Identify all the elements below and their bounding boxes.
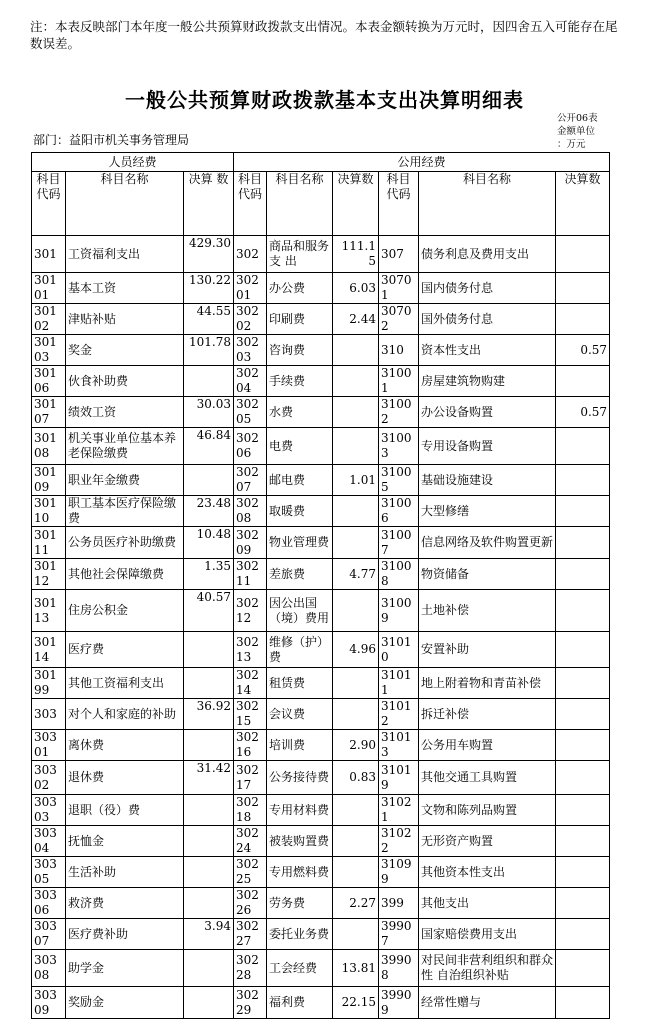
- code-2: 30211: [234, 559, 267, 590]
- name-1: 医疗费补助: [66, 919, 184, 950]
- amount-2: 2.27: [333, 888, 379, 919]
- department-label: 部门：益阳市机关事务管理局: [33, 133, 190, 147]
- amount-1: 130.22: [184, 273, 234, 304]
- code-3: 31009: [379, 590, 419, 632]
- code-1: 30308: [32, 950, 66, 987]
- name-3: 国外债务付息: [419, 304, 556, 335]
- amount-3: [556, 950, 610, 987]
- amount-3: [556, 668, 610, 699]
- amount-1: [184, 465, 234, 496]
- code-1: 30109: [32, 465, 66, 496]
- code-3: 31001: [379, 366, 419, 397]
- code-1: 30302: [32, 761, 66, 795]
- table-row: [32, 366, 610, 397]
- name-1: 救济费: [66, 888, 184, 919]
- form-code: 公开06表: [557, 113, 598, 124]
- name-2: 因公出国（境）费用: [267, 590, 333, 632]
- name-3: 土地补偿: [419, 590, 556, 632]
- table-row: [32, 888, 610, 919]
- code-3: 31010: [379, 632, 419, 668]
- unit-label: 金额单位: [557, 126, 596, 137]
- code-3: 30702: [379, 304, 419, 335]
- table-row: [32, 465, 610, 496]
- amount-3: [556, 527, 610, 559]
- amount-1: 3.94: [184, 919, 234, 950]
- table-row: [32, 699, 610, 730]
- amount-1: 101.78: [184, 335, 234, 366]
- code-1: 30102: [32, 304, 66, 335]
- name-3: 其他资本性支出: [419, 857, 556, 888]
- name-1: 医疗费: [66, 632, 184, 668]
- table-row: [32, 527, 610, 559]
- code-1: 30110: [32, 496, 66, 527]
- name-3: 经常性赠与: [419, 987, 556, 1019]
- code-3: 39908: [379, 950, 419, 987]
- name-1: 奖金: [66, 335, 184, 366]
- amount-2: 1.01: [333, 465, 379, 496]
- name-2: 商品和服务支 出: [267, 236, 333, 273]
- table-row: [32, 397, 610, 428]
- code-3: 399: [379, 888, 419, 919]
- amount-2: 13.81: [333, 950, 379, 987]
- code-3: 307: [379, 236, 419, 273]
- personnel-header: 人员经费: [32, 153, 234, 172]
- name-2: 差旅费: [267, 559, 333, 590]
- name-3: 债务利息及费用支出: [419, 236, 556, 273]
- amount-2: [333, 527, 379, 559]
- name-1: 退职（役）费: [66, 795, 184, 826]
- code-1: 30307: [32, 919, 66, 950]
- name-2: 劳务费: [267, 888, 333, 919]
- name-3: 物资储备: [419, 559, 556, 590]
- amount-3: 0.57: [556, 397, 610, 428]
- code-1: 30106: [32, 366, 66, 397]
- group-header-row: [32, 153, 610, 172]
- amount-2: 2.44: [333, 304, 379, 335]
- amount-2: [333, 366, 379, 397]
- name-2: 专用材料费: [267, 795, 333, 826]
- code-2: 30229: [234, 987, 267, 1019]
- name-2: 租赁费: [267, 668, 333, 699]
- name-3: 国内债务付息: [419, 273, 556, 304]
- code-2: 30204: [234, 366, 267, 397]
- name-3: 公务用车购置: [419, 730, 556, 761]
- amount-2: 4.77: [333, 559, 379, 590]
- table-row: [32, 730, 610, 761]
- amount-1: [184, 950, 234, 987]
- code-3: 310: [379, 335, 419, 366]
- amount-2: [333, 496, 379, 527]
- amount-3: [556, 590, 610, 632]
- name-2: 维修（护）费: [267, 632, 333, 668]
- amount-3: [556, 730, 610, 761]
- amount-1: [184, 730, 234, 761]
- code-3: 31013: [379, 730, 419, 761]
- amount-2: [333, 335, 379, 366]
- amount-2: [333, 590, 379, 632]
- code-3: 31003: [379, 428, 419, 465]
- amount-3: [556, 559, 610, 590]
- amount-3: [556, 857, 610, 888]
- amount-1: 429.30: [184, 236, 234, 273]
- code-1: 30108: [32, 428, 66, 465]
- col-name3: 科目名称: [419, 172, 556, 236]
- code-3: 31005: [379, 465, 419, 496]
- amount-1: 30.03: [184, 397, 234, 428]
- name-1: 工资福利支出: [66, 236, 184, 273]
- name-3: 国家赔偿费用支出: [419, 919, 556, 950]
- amount-2: [333, 699, 379, 730]
- name-1: 机关事业单位基本养 老保险缴费: [66, 428, 184, 465]
- code-1: 30101: [32, 273, 66, 304]
- code-2: 30224: [234, 826, 267, 857]
- code-3: 31022: [379, 826, 419, 857]
- name-3: 安置补助: [419, 632, 556, 668]
- name-2: 公务接待费: [267, 761, 333, 795]
- amount-1: 44.55: [184, 304, 234, 335]
- amount-1: 40.57: [184, 590, 234, 632]
- name-1: 奖励金: [66, 987, 184, 1019]
- code-2: 30202: [234, 304, 267, 335]
- amount-3: [556, 826, 610, 857]
- unit-value: ：万元: [557, 139, 586, 150]
- code-2: 30213: [234, 632, 267, 668]
- name-2: 手续费: [267, 366, 333, 397]
- code-2: 30218: [234, 795, 267, 826]
- code-2: 30227: [234, 919, 267, 950]
- code-3: 31021: [379, 795, 419, 826]
- code-2: 30225: [234, 857, 267, 888]
- table-row: [32, 919, 610, 950]
- name-3: 房屋建筑物购建: [419, 366, 556, 397]
- name-3: 拆迁补偿: [419, 699, 556, 730]
- name-1: 退休费: [66, 761, 184, 795]
- amount-2: [333, 668, 379, 699]
- table-row: [32, 304, 610, 335]
- col-code3: 科目代码: [379, 172, 419, 236]
- amount-3: 0.57: [556, 335, 610, 366]
- col-amount3: 决算数: [556, 172, 610, 236]
- name-1: 助学金: [66, 950, 184, 987]
- code-3: 31011: [379, 668, 419, 699]
- amount-3: [556, 465, 610, 496]
- code-2: 30226: [234, 888, 267, 919]
- col-code2: 科目代码: [234, 172, 267, 236]
- table-row: [32, 668, 610, 699]
- code-3: 31008: [379, 559, 419, 590]
- code-1: 30301: [32, 730, 66, 761]
- amount-1: [184, 795, 234, 826]
- table-row: [32, 987, 610, 1019]
- code-1: 30113: [32, 590, 66, 632]
- code-1: 30305: [32, 857, 66, 888]
- code-1: 30114: [32, 632, 66, 668]
- amount-2: [333, 795, 379, 826]
- amount-2: [333, 826, 379, 857]
- code-2: 30208: [234, 496, 267, 527]
- col-name: 科目名称: [66, 172, 184, 236]
- name-2: 取暖费: [267, 496, 333, 527]
- code-2: 30214: [234, 668, 267, 699]
- name-2: 培训费: [267, 730, 333, 761]
- amount-2: 2.90: [333, 730, 379, 761]
- amount-2: 0.83: [333, 761, 379, 795]
- amount-2: [333, 428, 379, 465]
- amount-3: [556, 496, 610, 527]
- code-3: 31019: [379, 761, 419, 795]
- name-3: 对民间非营利组织和群众性 自治组织补贴: [419, 950, 556, 987]
- code-2: 30215: [234, 699, 267, 730]
- amount-1: [184, 987, 234, 1019]
- table-row: [32, 559, 610, 590]
- name-1: 其他工资福利支出: [66, 668, 184, 699]
- name-3: 其他交通工具购置: [419, 761, 556, 795]
- code-3: 31007: [379, 527, 419, 559]
- code-2: 30217: [234, 761, 267, 795]
- expenditure-table: [31, 152, 610, 1019]
- name-1: 离休费: [66, 730, 184, 761]
- name-1: 基本工资: [66, 273, 184, 304]
- amount-3: [556, 304, 610, 335]
- name-1: 绩效工资: [66, 397, 184, 428]
- table-row: [32, 273, 610, 304]
- amount-3: [556, 699, 610, 730]
- name-1: 其他社会保障缴费: [66, 559, 184, 590]
- code-1: 30103: [32, 335, 66, 366]
- amount-2: [333, 857, 379, 888]
- table-row: [32, 950, 610, 987]
- amount-3: [556, 987, 610, 1019]
- code-1: 30199: [32, 668, 66, 699]
- code-1: 303: [32, 699, 66, 730]
- amount-3: [556, 761, 610, 795]
- page-title: 一般公共预算财政拨款基本支出决算明细表: [125, 88, 524, 112]
- amount-1: [184, 857, 234, 888]
- name-1: 住房公积金: [66, 590, 184, 632]
- amount-3: [556, 632, 610, 668]
- amount-1: 36.92: [184, 699, 234, 730]
- code-3: 31012: [379, 699, 419, 730]
- name-2: 水费: [267, 397, 333, 428]
- table-row: [32, 236, 610, 273]
- table-note: 注：本表反映部门本年度一般公共预算财政拨款支出情况。本表金额转换为万元时，因四舍五入可能存在尾数误差。: [30, 19, 618, 51]
- name-3: 专用设备购置: [419, 428, 556, 465]
- name-2: 电费: [267, 428, 333, 465]
- name-2: 福利费: [267, 987, 333, 1019]
- code-1: 30107: [32, 397, 66, 428]
- amount-3: [556, 428, 610, 465]
- code-1: 30303: [32, 795, 66, 826]
- code-1: 30304: [32, 826, 66, 857]
- code-2: 30201: [234, 273, 267, 304]
- code-3: 31099: [379, 857, 419, 888]
- column-header-row: [32, 172, 610, 236]
- amount-2: [333, 919, 379, 950]
- amount-1: [184, 366, 234, 397]
- amount-3: [556, 236, 610, 273]
- name-2: 办公费: [267, 273, 333, 304]
- table-row: [32, 632, 610, 668]
- name-3: 大型修缮: [419, 496, 556, 527]
- amount-1: [184, 888, 234, 919]
- table-row: [32, 857, 610, 888]
- table-row: [32, 826, 610, 857]
- code-2: 30206: [234, 428, 267, 465]
- code-2: 30216: [234, 730, 267, 761]
- code-3: 39909: [379, 987, 419, 1019]
- amount-1: 31.42: [184, 761, 234, 795]
- amount-2: 6.03: [333, 273, 379, 304]
- amount-1: [184, 632, 234, 668]
- col-amount: 决算 数: [184, 172, 234, 236]
- name-3: 地上附着物和青苗补偿: [419, 668, 556, 699]
- table-row: [32, 428, 610, 465]
- name-1: 抚恤金: [66, 826, 184, 857]
- amount-3: [556, 795, 610, 826]
- name-1: 生活补助: [66, 857, 184, 888]
- code-3: 31006: [379, 496, 419, 527]
- name-2: 咨询费: [267, 335, 333, 366]
- name-3: 办公设备购置: [419, 397, 556, 428]
- name-1: 对个人和家庭的补助: [66, 699, 184, 730]
- table-row: [32, 761, 610, 795]
- name-2: 邮电费: [267, 465, 333, 496]
- name-2: 专用燃料费: [267, 857, 333, 888]
- code-2: 30207: [234, 465, 267, 496]
- amount-1: [184, 668, 234, 699]
- name-2: 被装购置费: [267, 826, 333, 857]
- form-info: [557, 112, 637, 151]
- name-3: 基础设施建设: [419, 465, 556, 496]
- name-3: 文物和陈列品购置: [419, 795, 556, 826]
- table-row: [32, 590, 610, 632]
- code-3: 30701: [379, 273, 419, 304]
- table-row: [32, 335, 610, 366]
- name-2: 物业管理费: [267, 527, 333, 559]
- name-2: 会议费: [267, 699, 333, 730]
- amount-2: 4.96: [333, 632, 379, 668]
- code-1: 30309: [32, 987, 66, 1019]
- name-1: 伙食补助费: [66, 366, 184, 397]
- table-row: [32, 795, 610, 826]
- code-2: 30209: [234, 527, 267, 559]
- name-2: 委托业务费: [267, 919, 333, 950]
- code-1: 30112: [32, 559, 66, 590]
- name-3: 资本性支出: [419, 335, 556, 366]
- amount-3: [556, 919, 610, 950]
- name-3: 无形资产购置: [419, 826, 556, 857]
- public-header: 公用经费: [234, 153, 610, 172]
- code-2: 30203: [234, 335, 267, 366]
- table-row: [32, 496, 610, 527]
- col-amount2: 决算数: [333, 172, 379, 236]
- code-2: 30212: [234, 590, 267, 632]
- code-1: 30111: [32, 527, 66, 559]
- code-3: 31002: [379, 397, 419, 428]
- amount-1: 46.84: [184, 428, 234, 465]
- name-2: 印刷费: [267, 304, 333, 335]
- amount-3: [556, 273, 610, 304]
- amount-3: [556, 366, 610, 397]
- name-3: 其他支出: [419, 888, 556, 919]
- name-1: 公务员医疗补助缴费: [66, 527, 184, 559]
- code-2: 30205: [234, 397, 267, 428]
- name-1: 津贴补贴: [66, 304, 184, 335]
- code-1: 301: [32, 236, 66, 273]
- amount-1: 23.48: [184, 496, 234, 527]
- code-2: 302: [234, 236, 267, 273]
- amount-2: 111.15: [333, 236, 379, 273]
- code-1: 30306: [32, 888, 66, 919]
- amount-1: 10.48: [184, 527, 234, 559]
- name-1: 职工基本医疗保险缴 费: [66, 496, 184, 527]
- col-code: 科目代码: [32, 172, 66, 236]
- code-3: 39907: [379, 919, 419, 950]
- code-2: 30228: [234, 950, 267, 987]
- amount-2: 22.15: [333, 987, 379, 1019]
- amount-2: [333, 397, 379, 428]
- name-1: 职业年金缴费: [66, 465, 184, 496]
- amount-1: [184, 826, 234, 857]
- col-name2: 科目名称: [267, 172, 333, 236]
- amount-3: [556, 888, 610, 919]
- amount-1: 1.35: [184, 559, 234, 590]
- name-2: 工会经费: [267, 950, 333, 987]
- name-3: 信息网络及软件购置更新: [419, 527, 556, 559]
